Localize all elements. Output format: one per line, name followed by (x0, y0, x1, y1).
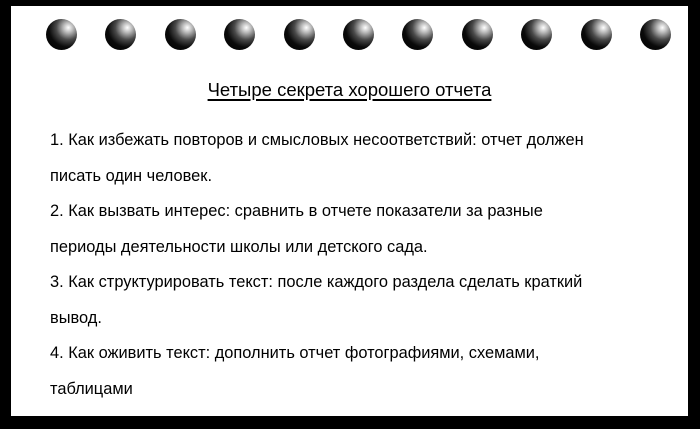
secrets-list (50, 123, 680, 407)
list-item-line: писать один человек. (50, 166, 213, 185)
binder-hole (581, 19, 612, 50)
list-item-line: периоды деятельности школы или детского сада. (50, 237, 428, 256)
notepad-card (11, 6, 688, 416)
binder-hole (343, 19, 374, 50)
list-item-line: 3. Как структурировать текст: после каждого раздела сделать краткий (50, 273, 583, 291)
binder-hole (165, 19, 196, 50)
list-item (50, 123, 680, 194)
page-title-text: Четыре секрета хорошего отчета (207, 79, 492, 100)
list-item (50, 336, 680, 407)
list-item-line: 1. Как избежать повторов и смысловых несоответствий: отчет должен (50, 131, 584, 149)
binder-hole (284, 19, 315, 50)
list-item-line: вывод. (50, 308, 102, 327)
binder-hole (402, 19, 433, 50)
binder-hole (105, 19, 136, 50)
binder-holes (46, 19, 671, 53)
binder-hole (462, 19, 493, 50)
list-item-line: 2. Как вызвать интерес: сравнить в отчете показатели за разные (50, 202, 543, 220)
binder-hole (224, 19, 255, 50)
list-item (50, 194, 680, 265)
binder-hole (521, 19, 552, 50)
list-item-line: 4. Как оживить текст: дополнить отчет фотографиями, схемами, (50, 344, 540, 362)
binder-hole (46, 19, 77, 50)
list-item-line: таблицами (50, 379, 133, 398)
list-item (50, 265, 680, 336)
page-title (11, 79, 688, 101)
binder-hole (640, 19, 671, 50)
